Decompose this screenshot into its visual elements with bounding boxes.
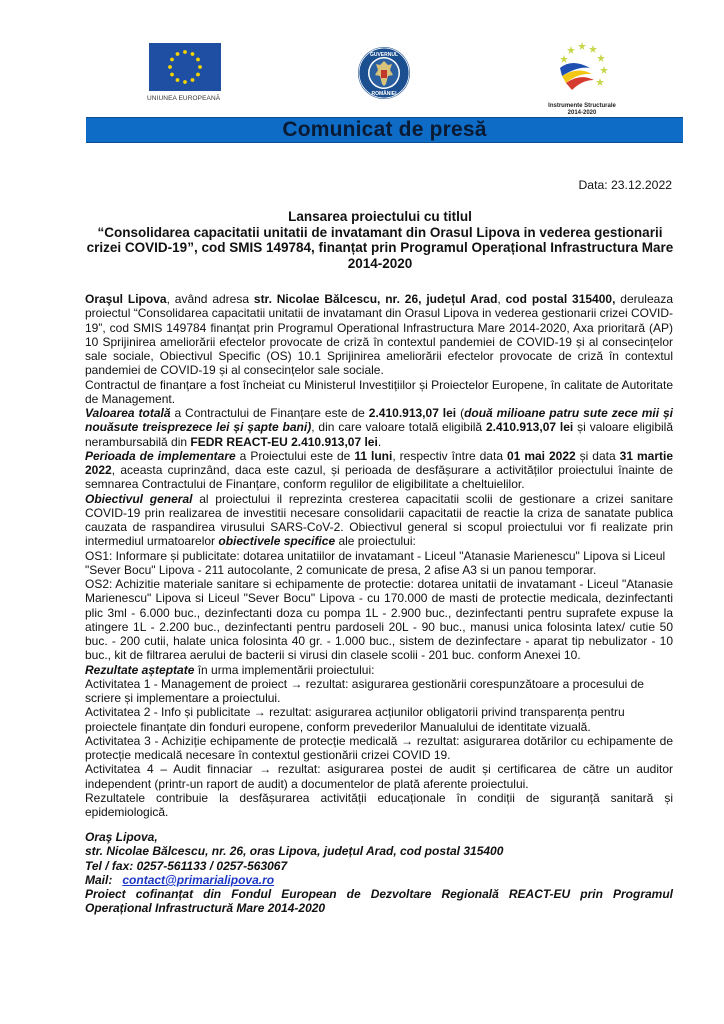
document-date: Data: 23.12.2022 bbox=[578, 178, 672, 192]
subject-name: Oraşul Lipova bbox=[85, 292, 167, 306]
banner-title: Comunicat de presă bbox=[282, 118, 487, 141]
instrumente-structurale-caption bbox=[538, 103, 626, 117]
footer-phone: Tel / fax: 0257-561133 / 0257-563067 bbox=[85, 858, 288, 873]
eu-star-icon bbox=[191, 52, 195, 56]
postal-code: cod postal 315400, bbox=[505, 292, 616, 306]
specific-objective-os2: OS2: Achizitie materiale sanitare si echipamente de protectie: dotarea unitatii de invatamant - Liceul "Atanasie Marienescu" Lipova si Liceul "Sever Bocu" Lipova - cu 170.000 de masti de protectie medicala, dezinfectanti plic 3ml - 6.000 buc., dezinfectanti doza cu pompa 1L - 2.900 buc., dezinfectanti pentru suprafete expuse la atingere 1L - 2.200 buc., dezinfectanti pentru pardoseli 20L - 90 buc., manusi unica folosinta latex/ cutie 50 buc. - 200 cutii, halate unica folosinta 40 gr. - 1.000 buc., sistem de dezinfectare - aparat tip nebulizator - 10 buc., kit de filtrarea aerului de bacterii si virusi din clasele scolii - 201 buc. conform Anexei 10. bbox=[85, 577, 673, 663]
instrumente-structurale-icon bbox=[538, 40, 626, 96]
document-body bbox=[85, 292, 673, 819]
text-span: , respectiv între data bbox=[392, 448, 507, 463]
eu-star-icon bbox=[183, 80, 187, 84]
implementation-label: Perioada de implementare bbox=[85, 448, 236, 463]
instrumente-structurale-logo bbox=[538, 40, 626, 117]
text-span: , bbox=[497, 292, 506, 306]
footer-org: Oraş Lipova, bbox=[85, 830, 158, 844]
text-span: , aceasta cuprinzând, daca este cazul, și perioada de desfășurare a activităților proiectului înainte de semnarea Contractului de Finanțare, conform regulilor de eligibilitate a cheltuielilor. bbox=[85, 463, 673, 492]
svg-text:ROMÂNIEI: ROMÂNIEI bbox=[371, 91, 397, 97]
eu-star-icon bbox=[183, 50, 187, 54]
text-span: și valoare eligibilă nerambursabilă din bbox=[85, 420, 673, 449]
activity-item: Activitatea 2 - Info și publicitate → rezultat: asigurarea acțiunilor obligatorii privind transparența pentru proiectele finanțate din fonduri europene, conform prevederilor Manualului de identitate vizuală. bbox=[85, 705, 625, 734]
subject-address: str. Nicolae Bălcescu, nr. 26, județul Arad bbox=[253, 292, 498, 306]
text-span: al proiectului il reprezinta cresterea capacitatii scolii de gestionare a crizei sanitare COVID-19 prin realizarea de investitii necesare consolidarii capacitatii de reactie la criza de sanatate publica cauzata de raspandirea virusului SARS-CoV-2. Obiectivul general si scopul proiectului vor fi realizate prin intermediul urmatoarelor bbox=[85, 491, 673, 549]
activity-item: Activitatea 1 - Management de proiect → rezultat: asigurarea gestionării corespunzătoare a procesului de scriere și implementare a proiectului. bbox=[85, 676, 644, 705]
eu-star-icon bbox=[176, 78, 180, 82]
eu-logo-caption: UNIUNEA EUROPEANĂ bbox=[147, 95, 221, 102]
eu-star-icon bbox=[170, 58, 174, 62]
paragraph-contract: Contractul de finanțare a fost încheiat cu Ministerul Investițiilor și Proiectelor Europene, în calitate de Autoritate de Management. bbox=[85, 377, 673, 406]
eu-star-icon bbox=[196, 58, 200, 62]
text-span: în urma implementării proiectului: bbox=[194, 662, 375, 677]
contact-footer bbox=[85, 830, 673, 916]
mail-label: Mail: bbox=[85, 872, 113, 887]
duration-months: 11 luni bbox=[354, 448, 393, 463]
is-caption-line1: Instrumente Structurale bbox=[548, 103, 616, 109]
general-objective-label: Obiectivul general bbox=[85, 491, 193, 506]
guvernul-romaniei-seal-icon bbox=[357, 46, 411, 100]
project-title-line1: Lansarea proiectului cu titlul bbox=[288, 209, 472, 224]
fedr-amount: FEDR REACT-EU 2.410.913,07 lei bbox=[190, 434, 378, 449]
project-title bbox=[85, 209, 675, 271]
expected-results-label: Rezultate așteptate bbox=[85, 662, 195, 677]
is-caption-line2: 2014-2020 bbox=[567, 110, 597, 116]
eligible-amount: 2.410.913,07 lei bbox=[485, 420, 574, 435]
paragraph-intro bbox=[85, 292, 673, 378]
activity-item: Activitatea 3 - Achiziție echipamente de protecție medicală → rezultat: asigurarea dotărilor cu echipamente de protecție medicală necesare în contextul gestionării crizei COVID 19. bbox=[85, 733, 673, 762]
eu-flag-icon bbox=[149, 43, 221, 91]
press-release-banner bbox=[86, 117, 683, 143]
svg-text:GUVERNUL: GUVERNUL bbox=[369, 52, 399, 58]
footer-mail-row bbox=[85, 873, 673, 887]
footer-address: str. Nicolae Bălcescu, nr. 26, oras Lipova, județul Arad, cod postal 315400 bbox=[85, 844, 504, 859]
eu-star-icon bbox=[198, 65, 202, 69]
total-value-label: Valoarea totală bbox=[85, 406, 171, 420]
specific-objective-os1: OS1: Informare și publicitate: dotarea unitatiilor de invatamant - Liceul "Atanasie Marienescu" Lipova si Liceul "Sever Bocu" Lipova - 211 autocolante, 2 comunicate de presa, 2 afise A3 si un panou temporar. bbox=[85, 548, 666, 577]
paragraph-implementation-period bbox=[85, 449, 673, 492]
eu-star-icon bbox=[168, 65, 172, 69]
eu-star-icon bbox=[170, 73, 174, 77]
text-span: . bbox=[377, 434, 382, 449]
text-span: a Proiectului este de bbox=[235, 448, 355, 463]
project-title-line2: “Consolidarea capacitatii unitatii de invatamant din Orasul Lipova in vederea gestionarii crizei COVID-19”, cod SMIS 149784, finanțat prin Programul Operațional Infrastructura Mare 2014-2020 bbox=[86, 224, 674, 271]
amount-in-words: două milioane patru sute zece mii și nouăsute treisprezece lei și șapte bani) bbox=[85, 406, 673, 435]
specific-objectives-label: obiectivele specifice bbox=[218, 534, 336, 549]
text-span: , având adresa bbox=[166, 292, 254, 306]
text-span: ( bbox=[456, 406, 465, 420]
start-date: 01 mai 2022 bbox=[506, 448, 576, 463]
end-date: 31 martie 2022 bbox=[85, 448, 673, 477]
contact-email-link[interactable]: contact@primarialipova.ro bbox=[122, 872, 275, 887]
eu-star-icon bbox=[196, 73, 200, 77]
footer-cofinance: Proiect cofinanțat din Fondul European de Dezvoltare Regională REACT-EU prin Programul Operațional Infrastructură Mare 2014-2020 bbox=[85, 887, 673, 916]
paragraph-general-objective bbox=[85, 492, 673, 549]
eu-star-icon bbox=[191, 78, 195, 82]
paragraph-conclusion: Rezultatele contribuie la desfășurarea activității educaționale în condiții de siguranță sanitară și epidemiologică. bbox=[85, 790, 673, 819]
eu-logo bbox=[147, 43, 223, 102]
text-span: a Contractului de Finanțare este de bbox=[170, 406, 369, 420]
paragraph-total-value bbox=[85, 406, 673, 449]
logo-header bbox=[0, 0, 724, 115]
text-span: ale proiectului: bbox=[335, 534, 416, 549]
activity-item: Activitatea 4 – Audit finnaciar → rezultat: asigurarea postei de audit și certificarea de către un auditor independent (printr-un raport de audit) a documentelor de plată aferente proiectului. bbox=[85, 762, 673, 791]
text-span: și data bbox=[575, 448, 620, 463]
paragraph-expected-results bbox=[85, 663, 673, 677]
text-span: , din care valoare totală eligibilă bbox=[311, 420, 486, 435]
eu-star-icon bbox=[176, 52, 180, 56]
total-amount: 2.410.913,07 lei bbox=[368, 406, 457, 420]
text-span: deruleaza proiectul “Consolidarea capacitatii unitatii de invatamant din Orasul Lipova in vederea gestionarii crizei COVID-19”, cod SMIS 149784 finanțat prin Programul Operational Infrastructura Mare 2014-2020, Axa prioritară (AP) 10 Sprijinirea ameliorării efectelor provocate de criză în contextul pandemiei de COVID-19 și al consecințelor sale sociale, Obiectivul Specific (OS) 10.1 Sprijinirea ameliorării efectelor provocate de criză în contextul pandemiei de COVID-19 și al consecințelor sale sociale. bbox=[85, 292, 673, 378]
